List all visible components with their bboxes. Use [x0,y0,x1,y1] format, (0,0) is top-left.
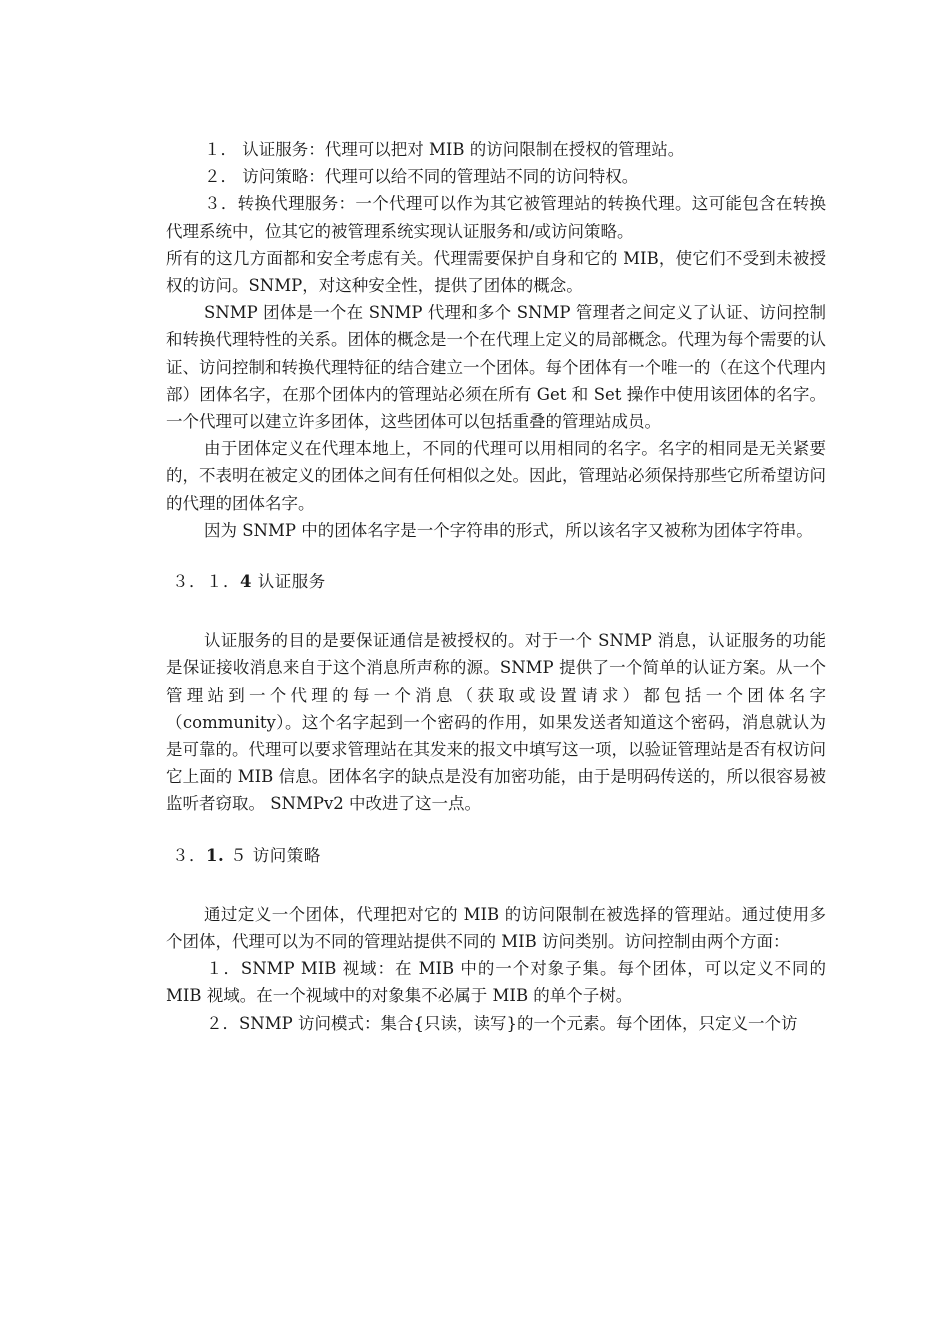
section-heading-3-1-5 [166,842,826,869]
list-item-access-mode: ２．SNMP 访问模式：集合{只读，读写}的一个元素。每个团体，只定义一个访 [206,1013,798,1033]
section-number-bold: 4 [240,572,252,592]
paragraph-community-definition: SNMP 团体是一个在 SNMP 代理和多个 SNMP 管理者之间定义了认证、访问控制和转换代理特性的关系。团体的概念是一个在代理上定义的局部概念。代理为每个需要的认证、访问控制和转换代理特征的结合建立一个团体。每个团体有一个唯一的（在这个代理内部）团体名字，在那个团体内的管理站必须在所有 Get 和 Set 操作中使用该团体的名字。一个代理可以建立许多团体，这些团体可以包括重叠的管理站成员。 [166,303,826,432]
section-title: ５ 访问策略 [224,845,321,865]
paragraph-auth-service: 认证服务的目的是要保证通信是被授权的。对于一个 SNMP 消息，认证服务的功能是保证接收消息来自于这个消息所声称的源。SNMP 提供了一个简单的认证方案。从一个管理站到一个代理的每一个消息（获取或设置请求）都包括一个团体名字（community）。这个名字起到一个密码的作用，如果发送者知道这个密码，消息就认为是可靠的。代理可以要求管理站在其发来的报文中填写这一项，以验证管理站是否有权访问它上面的 MIB 信息。团体名字的缺点是没有加密功能，由于是明码传送的，所以很容易被监听者窃取。 SNMPv2 中改进了这一点。 [166,631,826,814]
section-number-bold: 1. [206,845,225,865]
document-page [166,136,826,1037]
section-heading-3-1-4 [166,568,826,595]
paragraph-community-string: 因为 SNMP 中的团体名字是一个字符串的形式，所以该名字又被称为团体字符串。 [204,520,813,540]
paragraph-security: 所有的这几方面都和安全考虑有关。代理需要保护自身和它的 MIB，使它们不受到未被授权的访问。SNMP，对这种安全性，提供了团体的概念。 [166,248,826,296]
list-item-mib-view: １．SNMP MIB 视域：在 MIB 中的一个对象子集。每个团体，可以定义不同的 MIB 视域。在一个视域中的对象集不必属于 MIB 的单个子树。 [166,959,826,1006]
section-number: ３．１． [172,572,240,592]
paragraph-community-names: 由于团体定义在代理本地上，不同的代理可以用相同的名字。名字的相同是无关紧要的，不表明在被定义的团体之间有任何相似之处。因此，管理站必须保持那些它所希望访问的代理的团体名字。 [166,439,826,513]
paragraph-access-policy: 通过定义一个团体，代理把对它的 MIB 的访问限制在被选择的管理站。通过使用多个团体，代理可以为不同的管理站提供不同的 MIB 访问类别。访问控制由两个方面： [166,904,826,952]
list-item-auth-service: １． 认证服务：代理可以把对 MIB 的访问限制在授权的管理站。 [204,140,685,159]
list-item-proxy-service: ３．转换代理服务：一个代理可以作为其它被管理站的转换代理。这可能包含在转换代理系统中，位其它的被管理系统实现认证服务和/或访问策略。 [166,194,826,241]
list-item-access-policy: ２． 访问策略：代理可以给不同的管理站不同的访问特权。 [204,167,639,187]
section-title: 认证服务 [251,572,326,592]
section-number: ３． [172,845,206,865]
